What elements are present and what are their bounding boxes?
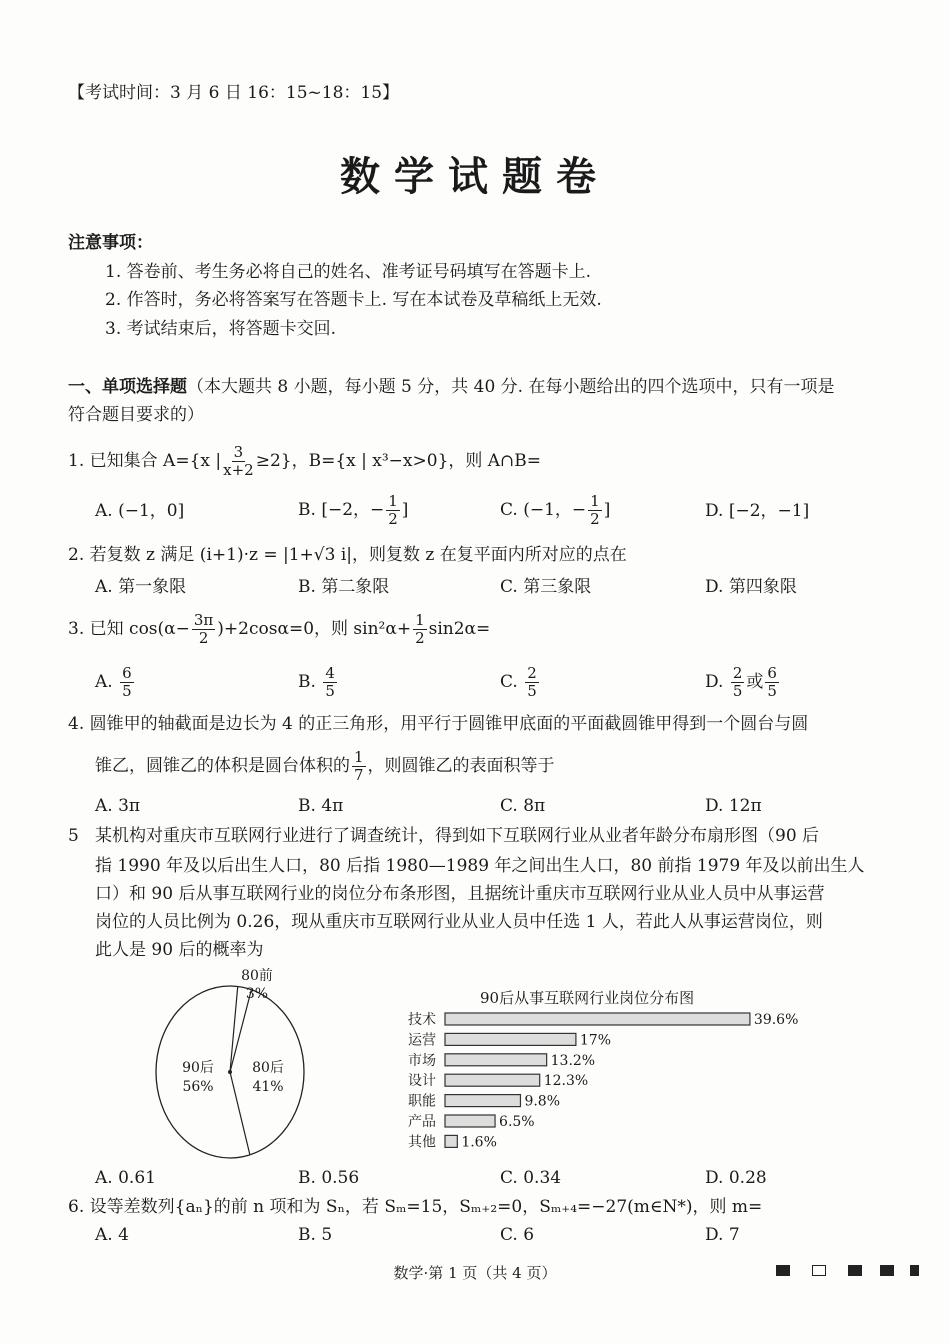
q6-option-a[interactable] bbox=[95, 1224, 129, 1246]
option-label: D. bbox=[705, 501, 724, 521]
section-title: 一、单项选择题 bbox=[68, 377, 187, 397]
note-item: 2. 作答时，务必将答案写在答题卡上. 写在本试卷及草稿纸上无效. bbox=[105, 290, 602, 310]
denominator: 5 bbox=[122, 682, 132, 700]
scan-mark bbox=[910, 1265, 919, 1276]
numerator: 3 bbox=[233, 443, 244, 461]
bar-value-label: 39.6% bbox=[753, 1012, 799, 1028]
note-item: 1. 答卷前、考生务必将自己的姓名、准考证号码填写在答题卡上. bbox=[105, 262, 592, 282]
q1-stem: 已知集合 A= bbox=[89, 451, 190, 471]
question-1: 1. 已知集合 A={x | $\frac{3}{x+2}$ ≥2}，B={x | x³−x>0}，则 A∩B= bbox=[68, 443, 542, 479]
option-label: C. bbox=[500, 672, 518, 692]
numerator: 2 bbox=[527, 664, 537, 682]
option-label: B. bbox=[298, 1225, 316, 1245]
option-text: 6 bbox=[523, 1225, 535, 1245]
bar-category-label: 职能 bbox=[408, 1093, 436, 1110]
question-number: 4. bbox=[68, 714, 85, 734]
option-label: B. bbox=[298, 796, 316, 816]
bar-category-label: 产品 bbox=[408, 1114, 436, 1130]
option-text: 0.28 bbox=[728, 1168, 767, 1188]
option-text: (−1，0] bbox=[118, 501, 185, 521]
option-text: 7 bbox=[728, 1225, 740, 1245]
q6-option-b[interactable] bbox=[298, 1224, 332, 1246]
scan-mark bbox=[776, 1265, 790, 1276]
option-label: D. bbox=[705, 577, 724, 597]
numerator: 4 bbox=[325, 664, 335, 682]
q5-stem-line: 口）和 90 后从事互联网行业的岗位分布条形图，且据统计重庆市互联网行业从业人员中从事运营 bbox=[95, 884, 825, 904]
option-label: A. bbox=[95, 501, 113, 521]
option-or: 或 bbox=[746, 672, 764, 692]
q5-option-d[interactable] bbox=[705, 1167, 767, 1189]
numerator: 6 bbox=[122, 664, 132, 682]
fraction bbox=[413, 612, 427, 647]
option-label: D. bbox=[705, 1225, 724, 1245]
option-text: (−1，− bbox=[523, 500, 587, 520]
numerator: 1 bbox=[415, 611, 425, 629]
option-text: 第三象限 bbox=[523, 577, 592, 597]
fraction bbox=[223, 444, 254, 479]
question-number: 5 bbox=[68, 826, 79, 846]
denominator: 5 bbox=[767, 682, 777, 700]
q6-option-d[interactable] bbox=[705, 1224, 740, 1246]
bracket: ] bbox=[603, 500, 611, 520]
q3-option-d[interactable] bbox=[705, 664, 781, 700]
bar-category-label: 设计 bbox=[408, 1073, 436, 1090]
q3-stem: 已知 cos(α− bbox=[89, 619, 190, 639]
q3-option-c[interactable] bbox=[500, 664, 541, 700]
q1-option-b[interactable] bbox=[298, 492, 408, 528]
fraction bbox=[765, 665, 779, 700]
page-footer: 数学·第 1 页（共 4 页） bbox=[393, 1264, 557, 1282]
option-text: 第一象限 bbox=[118, 577, 187, 597]
fraction bbox=[386, 493, 400, 528]
bar bbox=[445, 1033, 576, 1045]
option-label: D. bbox=[705, 672, 724, 692]
option-text: 5 bbox=[321, 1225, 333, 1245]
q4-stem-post: ，则圆锥乙的表面积等于 bbox=[367, 756, 555, 776]
option-label: A. bbox=[95, 672, 113, 692]
question-4 bbox=[68, 713, 808, 735]
option-label: B. bbox=[298, 672, 316, 692]
fraction bbox=[192, 612, 215, 647]
pie-center bbox=[228, 1070, 232, 1074]
bar-value-label: 17% bbox=[579, 1032, 612, 1049]
section-heading bbox=[68, 376, 835, 398]
q4-stem-pre: 锥乙，圆锥乙的体积是圆台体积的 bbox=[95, 756, 350, 776]
option-label: A. bbox=[95, 796, 113, 816]
option-label: B. bbox=[298, 1168, 316, 1188]
fraction bbox=[731, 665, 745, 700]
fraction bbox=[323, 665, 337, 700]
denominator: 7 bbox=[354, 766, 364, 784]
bar-value-label: 9.8% bbox=[524, 1093, 561, 1110]
q1-option-a[interactable] bbox=[95, 500, 184, 522]
pie-slice-name: 80后 bbox=[252, 1060, 284, 1076]
exam-time: 【考试时间：3 月 6 日 16：15~18：15】 bbox=[68, 83, 400, 103]
q4-stem-line2 bbox=[95, 748, 555, 784]
q2-option-c[interactable] bbox=[500, 576, 591, 598]
q1-option-d[interactable] bbox=[705, 500, 809, 522]
q5-stem-line: 此人是 90 后的概率为 bbox=[95, 940, 264, 960]
option-label: C. bbox=[500, 796, 518, 816]
pie-slice-label: 3% bbox=[245, 986, 269, 1002]
bar-chart-title: 90后从事互联网行业岗位分布图 bbox=[480, 989, 695, 1007]
denominator: 5 bbox=[527, 682, 537, 700]
q5-option-b[interactable] bbox=[298, 1167, 359, 1189]
notes-heading: 注意事项： bbox=[68, 233, 153, 253]
scan-mark bbox=[812, 1265, 826, 1276]
q5-stem-line: 岗位的人员比例为 0.26，现从重庆市互联网行业从业人员中任选 1 人，若此人从事运营岗位，则 bbox=[95, 912, 823, 932]
denominator: 2 bbox=[388, 510, 398, 528]
q2-option-d[interactable] bbox=[705, 576, 797, 598]
option-text: 12π bbox=[728, 796, 762, 816]
pie-slice-label: 56% bbox=[182, 1079, 214, 1095]
option-text: 第二象限 bbox=[321, 577, 390, 597]
denominator: 5 bbox=[325, 682, 335, 700]
fraction bbox=[525, 665, 539, 700]
bar-category-label: 其他 bbox=[408, 1134, 436, 1151]
option-text: 4π bbox=[321, 796, 344, 816]
q3-stem-mid: )+2cosα=0，则 sin²α+ bbox=[217, 619, 412, 639]
numerator: 1 bbox=[590, 492, 600, 510]
numerator: 2 bbox=[732, 664, 743, 682]
numerator: 6 bbox=[767, 664, 777, 682]
question-number: 1. bbox=[68, 451, 85, 471]
q4-option-a[interactable] bbox=[95, 795, 140, 817]
numerator: 3π bbox=[193, 611, 214, 629]
q3-option-a[interactable] bbox=[95, 664, 136, 700]
note-item: 3. 考试结束后，将答题卡交回. bbox=[105, 319, 337, 339]
scan-mark bbox=[880, 1265, 894, 1276]
bar-category-label: 市场 bbox=[408, 1052, 436, 1069]
bar-value-label: 13.2% bbox=[550, 1052, 596, 1069]
section-desc: （本大题共 8 小题，每小题 5 分，共 40 分. 在每小题给出的四个选项中，只有一项是 bbox=[187, 377, 835, 397]
option-text: 第四象限 bbox=[728, 577, 797, 597]
q5-stem-line: 指 1990 年及以后出生人口，80 后指 1980—1989 年之间出生人口，80 前指 1979 年及以前出生人 bbox=[95, 856, 865, 876]
scan-mark bbox=[848, 1265, 862, 1276]
bracket: ] bbox=[401, 500, 409, 520]
page-title: 数学试题卷 bbox=[340, 153, 610, 200]
question-2 bbox=[68, 544, 627, 566]
option-label: A. bbox=[95, 1168, 113, 1188]
fraction bbox=[588, 493, 602, 528]
option-text: [−2，−1] bbox=[728, 501, 810, 521]
pie-slice-name: 90后 bbox=[182, 1060, 214, 1076]
option-text: 8π bbox=[523, 796, 546, 816]
denominator: 2 bbox=[415, 629, 425, 647]
bar-value-label: 12.3% bbox=[543, 1073, 589, 1090]
bar-value-label: 1.6% bbox=[461, 1134, 497, 1151]
q1-option-c[interactable] bbox=[500, 492, 610, 528]
option-text: 4 bbox=[118, 1225, 129, 1245]
q5-option-c[interactable] bbox=[500, 1167, 561, 1189]
q5-stem-line: 某机构对重庆市互联网行业进行了调查统计，得到如下互联网行业从业者年龄分布扇形图（90 后 bbox=[95, 826, 820, 846]
q3-option-b[interactable] bbox=[298, 664, 339, 700]
bar bbox=[445, 1074, 540, 1086]
option-label: A. bbox=[95, 1225, 113, 1245]
numerator: 1 bbox=[354, 748, 364, 766]
q1-stem-post: ，B={x | x³−x>0}，则 A∩B= bbox=[291, 451, 542, 471]
option-label: C. bbox=[500, 1168, 518, 1188]
option-label: D. bbox=[705, 796, 724, 816]
question-6 bbox=[68, 1196, 762, 1218]
bar-category-label: 运营 bbox=[408, 1032, 436, 1049]
denominator: 2 bbox=[590, 510, 600, 528]
option-label: C. bbox=[500, 500, 518, 520]
bar bbox=[445, 1054, 547, 1066]
q4-option-d[interactable] bbox=[705, 795, 762, 817]
section-desc-2: 符合题目要求的） bbox=[68, 405, 204, 425]
q2-option-b[interactable] bbox=[298, 576, 389, 598]
fraction bbox=[352, 749, 366, 784]
pie-slice-name: 80前 bbox=[241, 968, 273, 984]
option-label: C. bbox=[500, 577, 518, 597]
option-text: 0.61 bbox=[118, 1168, 156, 1188]
age-pie-chart bbox=[140, 960, 340, 1160]
q3-stem-post: sin2α= bbox=[428, 619, 491, 639]
option-label: B. bbox=[298, 577, 316, 597]
q4-option-c[interactable] bbox=[500, 795, 545, 817]
bar bbox=[445, 1013, 750, 1025]
q2-stem: 若复数 z 满足 (i+1)·z = |1+√3 i|，则复数 z 在复平面内所对应的点在 bbox=[89, 545, 627, 565]
question-3 bbox=[68, 612, 490, 647]
option-label: C. bbox=[500, 1225, 518, 1245]
q2-option-a[interactable] bbox=[95, 576, 186, 598]
job-bar-chart bbox=[400, 1008, 820, 1158]
option-label: D. bbox=[705, 1168, 724, 1188]
question-number: 2. bbox=[68, 545, 85, 565]
q1-set: {x bbox=[189, 451, 210, 471]
q4-stem: 圆锥甲的轴截面是边长为 4 的正三角形，用平行于圆锥甲底面的平面截圆锥甲得到一个圆台与圆 bbox=[89, 714, 809, 734]
pie-slice-label: 41% bbox=[252, 1079, 284, 1095]
option-text: 3π bbox=[118, 796, 141, 816]
q5-option-a[interactable] bbox=[95, 1167, 156, 1189]
q1-set-close: ≥2} bbox=[255, 451, 292, 471]
q6-option-c[interactable] bbox=[500, 1224, 534, 1246]
bar bbox=[445, 1095, 520, 1107]
q6-stem: 设等差数列{aₙ}的前 n 项和为 Sₙ，若 Sₘ=15，Sₘ₊₂=0，Sₘ₊₄=−27(m∈N*)，则 m= bbox=[89, 1197, 763, 1217]
question-number: 6. bbox=[68, 1197, 85, 1217]
denominator: 2 bbox=[198, 629, 209, 647]
option-text: 0.34 bbox=[523, 1168, 562, 1188]
option-text: [−2，− bbox=[321, 500, 385, 520]
bar bbox=[445, 1115, 495, 1127]
denominator: 5 bbox=[732, 682, 743, 700]
numerator: 1 bbox=[388, 492, 398, 510]
fraction bbox=[120, 665, 134, 700]
q4-option-b[interactable] bbox=[298, 795, 343, 817]
bar bbox=[445, 1135, 457, 1147]
denominator: x+2 bbox=[223, 461, 254, 479]
option-label: A. bbox=[95, 577, 113, 597]
bar-value-label: 6.5% bbox=[499, 1114, 535, 1130]
option-label: B. bbox=[298, 500, 316, 520]
pie-slice-boundary bbox=[230, 1072, 250, 1155]
bar-category-label: 技术 bbox=[408, 1012, 436, 1028]
question-number: 3. bbox=[68, 619, 85, 639]
option-text: 0.56 bbox=[321, 1168, 360, 1188]
